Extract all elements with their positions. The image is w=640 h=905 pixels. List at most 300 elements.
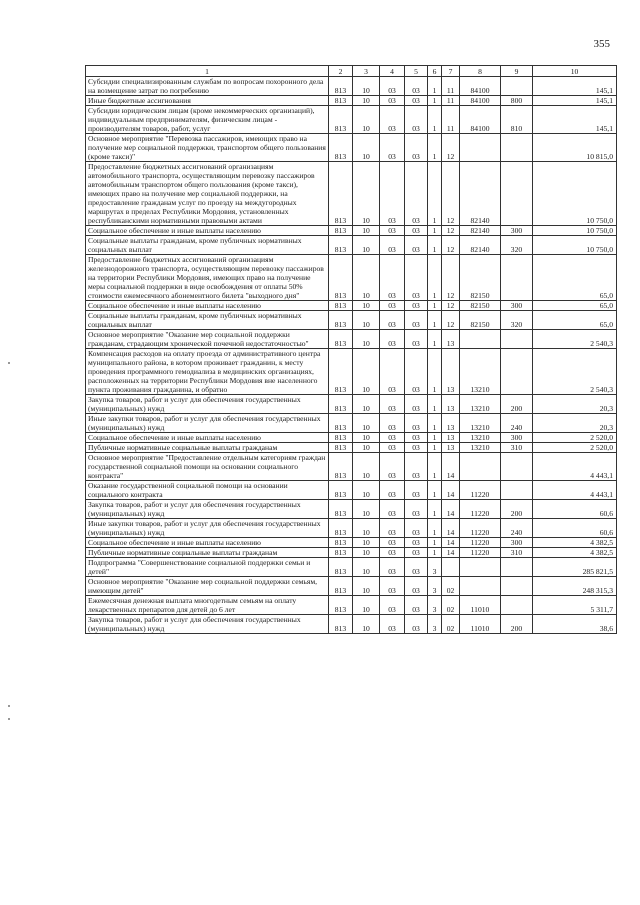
row-amount: 65,0 xyxy=(533,301,617,311)
row-amount: 65,0 xyxy=(533,311,617,330)
row-description: Подпрограмма "Совершенствование социальной поддержки семьи и детей" xyxy=(86,558,329,577)
row-code-col-5: 03 xyxy=(405,311,428,330)
row-code-col-7: 12 xyxy=(442,226,460,236)
scan-mark xyxy=(8,718,10,720)
row-description: Ежемесячная денежная выплата многодетным семьям на оплату лекарственных препаратов для детей до 6 лет xyxy=(86,596,329,615)
column-header: 5 xyxy=(405,66,428,77)
row-code-col-8: 13210 xyxy=(460,349,501,395)
row-code-col-6: 1 xyxy=(428,548,442,558)
row-code-col-8: 11220 xyxy=(460,519,501,538)
row-code-col-9: 200 xyxy=(501,500,533,519)
row-description: Закупка товаров, работ и услуг для обеспечения государственных (муниципальных) нужд xyxy=(86,395,329,414)
row-code-col-6: 3 xyxy=(428,558,442,577)
row-code-col-2: 813 xyxy=(329,162,353,226)
row-code-col-5: 03 xyxy=(405,106,428,134)
row-code-col-5: 03 xyxy=(405,395,428,414)
row-code-col-7: 11 xyxy=(442,77,460,96)
row-code-col-5: 03 xyxy=(405,443,428,453)
row-code-col-7: 12 xyxy=(442,311,460,330)
table-row xyxy=(86,236,617,255)
row-code-col-3: 10 xyxy=(353,311,380,330)
row-code-col-9: 800 xyxy=(501,96,533,106)
column-header: 8 xyxy=(460,66,501,77)
scan-mark xyxy=(8,362,10,364)
row-code-col-9: 300 xyxy=(501,433,533,443)
row-description: Основное мероприятие "Оказание мер социальной поддержки гражданам, страдающим хронической почечной недостаточностью" xyxy=(86,330,329,349)
row-description: Публичные нормативные социальные выплаты гражданам xyxy=(86,443,329,453)
row-code-col-5: 03 xyxy=(405,558,428,577)
row-code-col-2: 813 xyxy=(329,538,353,548)
row-description: Социальное обеспечение и иные выплаты населению xyxy=(86,226,329,236)
row-code-col-5: 03 xyxy=(405,236,428,255)
row-code-col-6: 1 xyxy=(428,134,442,162)
row-code-col-7: 12 xyxy=(442,134,460,162)
row-code-col-4: 03 xyxy=(380,500,405,519)
row-code-col-6: 1 xyxy=(428,162,442,226)
row-description: Социальное обеспечение и иные выплаты населению xyxy=(86,301,329,311)
row-code-col-9 xyxy=(501,255,533,301)
row-code-col-8: 11220 xyxy=(460,538,501,548)
row-code-col-3: 10 xyxy=(353,134,380,162)
row-amount: 2 520,0 xyxy=(533,433,617,443)
table-body xyxy=(86,77,617,634)
row-code-col-6: 1 xyxy=(428,443,442,453)
row-code-col-4: 03 xyxy=(380,481,405,500)
row-code-col-6: 1 xyxy=(428,481,442,500)
row-code-col-2: 813 xyxy=(329,106,353,134)
row-description: Основное мероприятие "Перевозка пассажиров, имеющих право на получение мер социальной поддержки, транспортом общего пользования (кроме такси)" xyxy=(86,134,329,162)
row-amount: 60,6 xyxy=(533,519,617,538)
row-code-col-2: 813 xyxy=(329,134,353,162)
row-code-col-5: 03 xyxy=(405,500,428,519)
row-code-col-8: 82140 xyxy=(460,162,501,226)
row-code-col-5: 03 xyxy=(405,577,428,596)
row-code-col-6: 1 xyxy=(428,414,442,433)
row-code-col-6: 1 xyxy=(428,226,442,236)
row-code-col-3: 10 xyxy=(353,226,380,236)
row-code-col-2: 813 xyxy=(329,558,353,577)
row-code-col-3: 10 xyxy=(353,77,380,96)
row-code-col-5: 03 xyxy=(405,538,428,548)
row-amount: 248 315,3 xyxy=(533,577,617,596)
row-code-col-4: 03 xyxy=(380,443,405,453)
row-amount: 10 815,0 xyxy=(533,134,617,162)
row-amount: 60,6 xyxy=(533,500,617,519)
row-code-col-4: 03 xyxy=(380,453,405,481)
row-code-col-4: 03 xyxy=(380,236,405,255)
table-row xyxy=(86,106,617,134)
row-code-col-9: 310 xyxy=(501,548,533,558)
row-code-col-7: 14 xyxy=(442,538,460,548)
row-code-col-9 xyxy=(501,77,533,96)
row-amount: 4 443,1 xyxy=(533,481,617,500)
row-code-col-5: 03 xyxy=(405,330,428,349)
table-row xyxy=(86,311,617,330)
row-code-col-8: 84100 xyxy=(460,96,501,106)
row-description: Иные бюджетные ассигнования xyxy=(86,96,329,106)
row-code-col-6: 1 xyxy=(428,330,442,349)
row-code-col-8 xyxy=(460,453,501,481)
row-code-col-5: 03 xyxy=(405,548,428,558)
row-code-col-3: 10 xyxy=(353,443,380,453)
row-description: Иные закупки товаров, работ и услуг для обеспечения государственных (муниципальных) нужд xyxy=(86,519,329,538)
row-description: Социальное обеспечение и иные выплаты населению xyxy=(86,538,329,548)
row-code-col-8: 82140 xyxy=(460,226,501,236)
row-amount: 285 821,5 xyxy=(533,558,617,577)
row-code-col-6: 1 xyxy=(428,311,442,330)
row-description: Предоставление бюджетных ассигнований организациям автомобильного транспорта, осуществляющим перевозку пассажиров автомобильным транспортом общего пользования (кроме такси), имеющих право на получение мер социальной поддержки, на предоставление гражданам услуг по проезду на междугородных маршрутах в пределах Республики Мордовия, установленных республиканскими нормативными правовыми актами xyxy=(86,162,329,226)
row-amount: 4 443,1 xyxy=(533,453,617,481)
row-code-col-7: 12 xyxy=(442,255,460,301)
row-code-col-2: 813 xyxy=(329,96,353,106)
row-code-col-6: 1 xyxy=(428,349,442,395)
row-amount: 2 540,3 xyxy=(533,330,617,349)
table-row xyxy=(86,453,617,481)
row-code-col-7 xyxy=(442,558,460,577)
row-code-col-6: 1 xyxy=(428,538,442,548)
row-code-col-2: 813 xyxy=(329,596,353,615)
table-header-row xyxy=(86,66,617,77)
row-code-col-8: 11010 xyxy=(460,596,501,615)
row-code-col-4: 03 xyxy=(380,255,405,301)
table-row xyxy=(86,548,617,558)
row-description: Социальные выплаты гражданам, кроме публичных нормативных социальных выплат xyxy=(86,236,329,255)
row-code-col-4: 03 xyxy=(380,330,405,349)
row-description: Основное мероприятие "Предоставление отдельным категориям граждан государственной социальной помощи на основании социального контракта" xyxy=(86,453,329,481)
row-code-col-7: 13 xyxy=(442,349,460,395)
row-amount: 145,1 xyxy=(533,77,617,96)
row-description: Закупка товаров, работ и услуг для обеспечения государственных (муниципальных) нужд xyxy=(86,500,329,519)
row-code-col-2: 813 xyxy=(329,414,353,433)
row-code-col-4: 03 xyxy=(380,96,405,106)
row-code-col-2: 813 xyxy=(329,255,353,301)
column-header: 7 xyxy=(442,66,460,77)
row-code-col-3: 10 xyxy=(353,330,380,349)
row-code-col-6: 3 xyxy=(428,615,442,634)
row-code-col-8 xyxy=(460,134,501,162)
row-code-col-3: 10 xyxy=(353,453,380,481)
column-header: 6 xyxy=(428,66,442,77)
row-code-col-2: 813 xyxy=(329,236,353,255)
row-code-col-9 xyxy=(501,577,533,596)
row-code-col-6: 1 xyxy=(428,77,442,96)
table-row xyxy=(86,162,617,226)
table-row xyxy=(86,96,617,106)
row-code-col-9: 240 xyxy=(501,519,533,538)
row-code-col-6: 1 xyxy=(428,500,442,519)
scan-mark xyxy=(8,705,10,707)
row-code-col-8: 82150 xyxy=(460,255,501,301)
row-amount: 10 750,0 xyxy=(533,236,617,255)
row-amount: 145,1 xyxy=(533,106,617,134)
row-code-col-3: 10 xyxy=(353,414,380,433)
row-code-col-4: 03 xyxy=(380,558,405,577)
row-code-col-2: 813 xyxy=(329,226,353,236)
row-code-col-9: 300 xyxy=(501,226,533,236)
table-row xyxy=(86,255,617,301)
row-code-col-6: 1 xyxy=(428,301,442,311)
table-row xyxy=(86,330,617,349)
row-code-col-8: 11010 xyxy=(460,615,501,634)
table-row xyxy=(86,577,617,596)
row-description: Закупка товаров, работ и услуг для обеспечения государственных (муниципальных) нужд xyxy=(86,615,329,634)
row-code-col-7: 14 xyxy=(442,481,460,500)
row-code-col-3: 10 xyxy=(353,577,380,596)
row-code-col-4: 03 xyxy=(380,349,405,395)
table-row xyxy=(86,349,617,395)
table-row xyxy=(86,596,617,615)
row-amount: 2 520,0 xyxy=(533,443,617,453)
row-code-col-4: 03 xyxy=(380,548,405,558)
row-code-col-9 xyxy=(501,134,533,162)
row-code-col-2: 813 xyxy=(329,77,353,96)
row-code-col-6: 1 xyxy=(428,433,442,443)
row-code-col-6: 1 xyxy=(428,96,442,106)
row-amount: 4 382,5 xyxy=(533,538,617,548)
row-code-col-4: 03 xyxy=(380,577,405,596)
row-code-col-5: 03 xyxy=(405,414,428,433)
column-header: 10 xyxy=(533,66,617,77)
row-code-col-7: 12 xyxy=(442,162,460,226)
row-description: Компенсация расходов на оплату проезда от административного центра муниципального района, в котором проживает гражданин, к месту проведения программного гемодиализа в медицинских организациях, расположенных на территории Республики Мордовия вне населенного пункта проживания гражданина, и обратно xyxy=(86,349,329,395)
row-code-col-3: 10 xyxy=(353,548,380,558)
row-code-col-3: 10 xyxy=(353,96,380,106)
row-description: Публичные нормативные социальные выплаты гражданам xyxy=(86,548,329,558)
row-code-col-9 xyxy=(501,349,533,395)
row-code-col-7: 14 xyxy=(442,519,460,538)
row-code-col-7: 14 xyxy=(442,500,460,519)
row-amount: 4 382,5 xyxy=(533,548,617,558)
row-code-col-5: 03 xyxy=(405,77,428,96)
row-code-col-5: 03 xyxy=(405,255,428,301)
table-row xyxy=(86,481,617,500)
budget-table xyxy=(85,65,617,634)
row-code-col-2: 813 xyxy=(329,548,353,558)
row-code-col-9: 300 xyxy=(501,538,533,548)
row-code-col-8: 82140 xyxy=(460,236,501,255)
row-code-col-4: 03 xyxy=(380,311,405,330)
row-code-col-5: 03 xyxy=(405,596,428,615)
row-code-col-2: 813 xyxy=(329,481,353,500)
row-code-col-7: 13 xyxy=(442,395,460,414)
row-code-col-3: 10 xyxy=(353,106,380,134)
row-code-col-4: 03 xyxy=(380,433,405,443)
table-row xyxy=(86,500,617,519)
table-row xyxy=(86,615,617,634)
table-row xyxy=(86,519,617,538)
row-code-col-4: 03 xyxy=(380,301,405,311)
row-code-col-4: 03 xyxy=(380,134,405,162)
row-amount: 20,3 xyxy=(533,395,617,414)
row-code-col-2: 813 xyxy=(329,519,353,538)
row-code-col-4: 03 xyxy=(380,596,405,615)
row-code-col-3: 10 xyxy=(353,301,380,311)
row-code-col-5: 03 xyxy=(405,349,428,395)
row-code-col-5: 03 xyxy=(405,301,428,311)
table-row xyxy=(86,414,617,433)
row-code-col-6: 1 xyxy=(428,453,442,481)
row-code-col-5: 03 xyxy=(405,433,428,443)
row-code-col-4: 03 xyxy=(380,395,405,414)
row-code-col-7: 02 xyxy=(442,615,460,634)
row-code-col-3: 10 xyxy=(353,538,380,548)
row-amount: 10 750,0 xyxy=(533,162,617,226)
row-description: Оказание государственной социальной помощи на основании социального контракта xyxy=(86,481,329,500)
row-description: Социальные выплаты гражданам, кроме публичных нормативных социальных выплат xyxy=(86,311,329,330)
column-header: 1 xyxy=(86,66,329,77)
row-code-col-7: 14 xyxy=(442,453,460,481)
row-code-col-2: 813 xyxy=(329,349,353,395)
row-code-col-5: 03 xyxy=(405,134,428,162)
row-code-col-4: 03 xyxy=(380,162,405,226)
row-code-col-2: 813 xyxy=(329,395,353,414)
table-row xyxy=(86,538,617,548)
row-code-col-7: 11 xyxy=(442,106,460,134)
row-code-col-8 xyxy=(460,558,501,577)
table-row xyxy=(86,433,617,443)
row-code-col-8: 13210 xyxy=(460,414,501,433)
row-code-col-5: 03 xyxy=(405,615,428,634)
row-code-col-7: 02 xyxy=(442,596,460,615)
row-code-col-2: 813 xyxy=(329,311,353,330)
row-code-col-2: 813 xyxy=(329,577,353,596)
row-code-col-3: 10 xyxy=(353,395,380,414)
row-code-col-7: 12 xyxy=(442,236,460,255)
row-amount: 65,0 xyxy=(533,255,617,301)
row-code-col-9 xyxy=(501,162,533,226)
row-code-col-7: 13 xyxy=(442,414,460,433)
table-row xyxy=(86,134,617,162)
column-header: 4 xyxy=(380,66,405,77)
row-code-col-5: 03 xyxy=(405,519,428,538)
row-code-col-9 xyxy=(501,481,533,500)
table-row xyxy=(86,443,617,453)
row-code-col-6: 1 xyxy=(428,519,442,538)
row-code-col-8: 11220 xyxy=(460,548,501,558)
row-code-col-7: 13 xyxy=(442,330,460,349)
row-code-col-6: 3 xyxy=(428,596,442,615)
row-code-col-9 xyxy=(501,330,533,349)
row-code-col-7: 13 xyxy=(442,433,460,443)
row-code-col-6: 1 xyxy=(428,236,442,255)
row-code-col-8: 82150 xyxy=(460,301,501,311)
row-code-col-9: 310 xyxy=(501,443,533,453)
table-row xyxy=(86,301,617,311)
row-amount: 5 311,7 xyxy=(533,596,617,615)
row-code-col-2: 813 xyxy=(329,301,353,311)
page-number: 355 xyxy=(593,38,610,50)
row-code-col-9: 200 xyxy=(501,615,533,634)
row-amount: 145,1 xyxy=(533,96,617,106)
row-code-col-9 xyxy=(501,558,533,577)
row-code-col-4: 03 xyxy=(380,538,405,548)
row-code-col-8: 13210 xyxy=(460,395,501,414)
row-description: Основное мероприятие "Оказание мер социальной поддержки семьям, имеющим детей" xyxy=(86,577,329,596)
row-amount: 38,6 xyxy=(533,615,617,634)
row-code-col-4: 03 xyxy=(380,77,405,96)
row-description: Субсидии специализированным службам по вопросам похоронного дела на возмещение затрат по погребению xyxy=(86,77,329,96)
row-code-col-4: 03 xyxy=(380,519,405,538)
row-description: Субсидии юридическим лицам (кроме некоммерческих организаций), индивидуальным предпринимателям, физическим лицам - производителям товаров, работ, услуг xyxy=(86,106,329,134)
row-code-col-9 xyxy=(501,453,533,481)
row-code-col-2: 813 xyxy=(329,615,353,634)
row-amount: 20,3 xyxy=(533,414,617,433)
row-code-col-9: 300 xyxy=(501,301,533,311)
row-code-col-3: 10 xyxy=(353,558,380,577)
row-code-col-9: 240 xyxy=(501,414,533,433)
row-code-col-8: 11220 xyxy=(460,500,501,519)
row-code-col-3: 10 xyxy=(353,596,380,615)
row-code-col-4: 03 xyxy=(380,414,405,433)
table-row xyxy=(86,77,617,96)
row-code-col-6: 1 xyxy=(428,255,442,301)
column-header: 3 xyxy=(353,66,380,77)
row-code-col-6: 1 xyxy=(428,106,442,134)
row-code-col-2: 813 xyxy=(329,453,353,481)
row-code-col-4: 03 xyxy=(380,226,405,236)
row-code-col-4: 03 xyxy=(380,106,405,134)
row-description: Социальное обеспечение и иные выплаты населению xyxy=(86,433,329,443)
row-amount: 2 540,3 xyxy=(533,349,617,395)
row-code-col-3: 10 xyxy=(353,349,380,395)
row-code-col-9: 320 xyxy=(501,236,533,255)
row-code-col-8: 13210 xyxy=(460,443,501,453)
row-code-col-8: 82150 xyxy=(460,311,501,330)
row-code-col-3: 10 xyxy=(353,500,380,519)
row-code-col-4: 03 xyxy=(380,615,405,634)
row-code-col-2: 813 xyxy=(329,330,353,349)
row-code-col-9: 200 xyxy=(501,395,533,414)
row-code-col-3: 10 xyxy=(353,481,380,500)
row-code-col-5: 03 xyxy=(405,162,428,226)
row-amount: 10 750,0 xyxy=(533,226,617,236)
row-code-col-3: 10 xyxy=(353,519,380,538)
row-code-col-6: 1 xyxy=(428,395,442,414)
row-code-col-7: 02 xyxy=(442,577,460,596)
column-header: 2 xyxy=(329,66,353,77)
table-row xyxy=(86,558,617,577)
row-code-col-8: 13210 xyxy=(460,433,501,443)
row-code-col-8: 11220 xyxy=(460,481,501,500)
row-code-col-2: 813 xyxy=(329,500,353,519)
row-code-col-9: 320 xyxy=(501,311,533,330)
table-row xyxy=(86,226,617,236)
row-code-col-3: 10 xyxy=(353,162,380,226)
row-code-col-5: 03 xyxy=(405,96,428,106)
row-description: Предоставление бюджетных ассигнований организациям железнодорожного транспорта, осуществляющим перевозку пассажиров на территории Республики Мордовия, имеющих право на получение меры социальной поддержки в виде освобождения от оплаты 50% стоимости ежемесячного абонементного билета "выходного дня" xyxy=(86,255,329,301)
row-code-col-3: 10 xyxy=(353,615,380,634)
row-code-col-8 xyxy=(460,577,501,596)
table-row xyxy=(86,395,617,414)
row-code-col-5: 03 xyxy=(405,226,428,236)
row-code-col-7: 12 xyxy=(442,301,460,311)
column-header: 9 xyxy=(501,66,533,77)
row-code-col-8: 84100 xyxy=(460,106,501,134)
row-code-col-3: 10 xyxy=(353,236,380,255)
row-code-col-7: 11 xyxy=(442,96,460,106)
row-code-col-2: 813 xyxy=(329,443,353,453)
row-code-col-8 xyxy=(460,330,501,349)
row-code-col-3: 10 xyxy=(353,255,380,301)
row-code-col-5: 03 xyxy=(405,481,428,500)
row-description: Иные закупки товаров, работ и услуг для обеспечения государственных (муниципальных) нужд xyxy=(86,414,329,433)
row-code-col-2: 813 xyxy=(329,433,353,443)
row-code-col-6: 3 xyxy=(428,577,442,596)
row-code-col-7: 14 xyxy=(442,548,460,558)
row-code-col-9: 810 xyxy=(501,106,533,134)
row-code-col-3: 10 xyxy=(353,433,380,443)
row-code-col-7: 13 xyxy=(442,443,460,453)
